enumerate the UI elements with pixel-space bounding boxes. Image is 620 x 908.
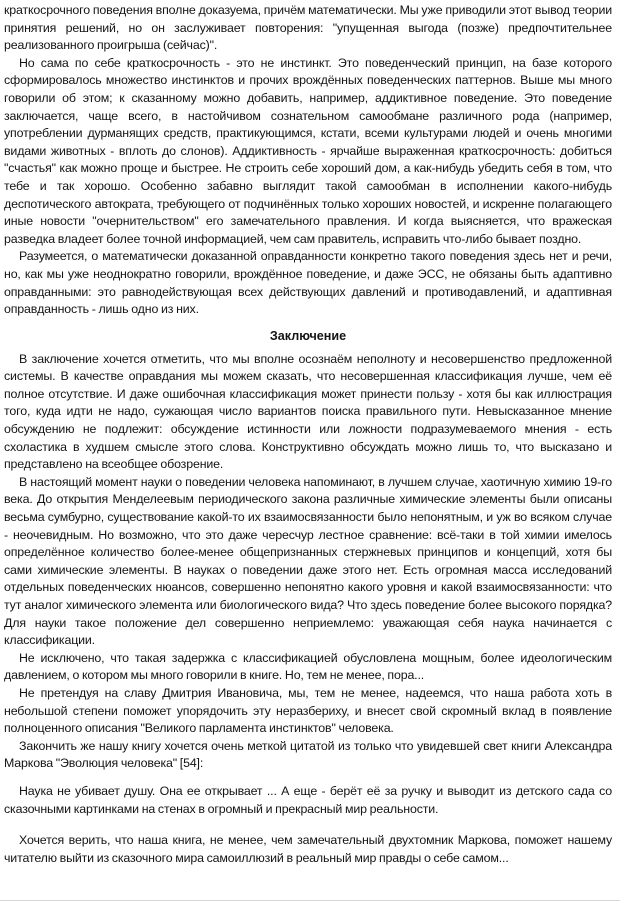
paragraph-shortsightedness: Но сама по себе краткосрочность - это не инстинкт. Это поведенческий принцип, на базе которого сформировалось множество инстинктов и прочих врождённых поведенческих паттернов. Выше мы много говорили об этом; к сказанному можно добавить, например, аддиктивное поведение. Это поведение заключается, чаще всего, в настойчивом сознательном самообмане различного рода (например, употреблении дурманящих средств, практикующимся, кстати, всеми культурами людей и очень многими видами животных - вплоть до слонов). Аддиктивность - ярчайше выраженная краткосрочность: добиться "счастья" как можно проще и быстрее. Не строить себе хороший дом, а как-нибудь убедить себя в том, что тебе и так хорошо. Особенно забавно выглядит такой самообман в исполнении какого-нибудь деспотического автократа, требующего от подчинённых только хороших новостей, и искренне полагающего иные новости "очернительством" его замечательного правления. И когда выясняется, что вражеская разведка владеет более точной информацией, чем сам правитель, исправить что-либо бывает поздно. [4, 55, 612, 246]
paragraph-closing: Хочется верить, что наша книга, не менее, чем замечательный двухтомник Маркова, поможет нашему читателю выйти из сказочного мира самоиллюзий в реальный мир правды о себе самом... [4, 833, 612, 865]
paragraph-conclusion-4: Не претендуя на славу Дмитрия Ивановича, мы, тем не менее, надеемся, что наша работа хоть в небольшой степени поможет упорядочить эту неразбериху, и внесет свой скромный вклад в появление полноценного описания "Великого парламента инстинктов" человека. [4, 685, 612, 736]
quote-markov: Наука не убивает душу. Она ее открывает ... А еще - берёт её за ручку и выводит из детского сада со сказочными картинками на стенах в огромный и прекрасный мир реальности. [4, 783, 612, 816]
paragraph-conclusion-2: В настоящий момент науки о поведении человека напоминают, в лучшем случае, хаотичную химию 19-го века. До открытия Менделеевым периодического закона различные химические элементы были описаны весьма сумбурно, существование какой-то их взаимосвязанности было непонятным, и уж во всяком случае - неочевидным. Но возможно, что это даже чересчур лестное сравнение: всё-таки в той химии имелось определённое количество более-менее общепризнанных стержневых принципов и концепций, хотя бы сами химические элементы. В науках о поведении даже этого нет. Есть огромная масса исследований отдельных поведенческих нюансов, совершенно непонятно какого уровня и какой взаимосвязанности: что тут аналог химического элемента или биологического вида? Что здесь поведение более высокого порядка? Для науки такое положение дел совершенно неприемлемо: уважающая себя наука начинается с классификации. [4, 474, 612, 648]
paragraph-continuation: краткосрочного поведения вполне доказуема, причём математически. Мы уже приводили этот вывод теории принятия решений, но он заслуживает повторения: "упущенная выгода (позже) предпочтительнее реализованного проигрыша (сейчас)". [4, 3, 612, 53]
document-page [4, 0, 612, 867]
paragraph-conclusion-5: Закончить же нашу книгу хочется очень меткой цитатой из только что увидевшей свет книги Александра Маркова "Эволюция человека" [54]: [4, 738, 612, 771]
page-bottom-rule [0, 900, 620, 901]
section-heading: Заключение [269, 328, 347, 343]
paragraph-conclusion-1: В заключение хочется отметить, что мы вполне осознаём неполноту и несовершенство предложенной системы. В качестве оправдания мы можем сказать, что несовершенная классификация лучше, чем её полное отсутствие. И даже ошибочная классификация может принести пользу - хотя бы как иллюстрация того, куда идти не надо, сужающая число вариантов поиска правильного пути. Невысказанное мнение обсуждению не подлежит: обсуждение истинности или ложности подразумеваемого мнения - есть схоластика в худшем смысле этого слова. Конструктивно обсуждать можно лишь то, что высказано и представлено на всеобщее обозрение. [4, 351, 612, 472]
paragraph-justification: Разумеется, о математически доказанной оправданности конкретно такого поведения здесь нет и речи, но, как мы уже неоднократно говорили, врождённое поведение, и даже ЭСС, не обязаны быть адаптивно оправданными: это равнодействующая всех действующих давлений и противодавлений, и адаптивная оправданность - лишь одно из них. [4, 249, 612, 317]
paragraph-conclusion-3: Не исключено, что такая задержка с классификацией обусловлена мощным, более идеологическим давлением, о котором мы много говорили в книге. Но, тем не менее, пора... [4, 650, 612, 683]
